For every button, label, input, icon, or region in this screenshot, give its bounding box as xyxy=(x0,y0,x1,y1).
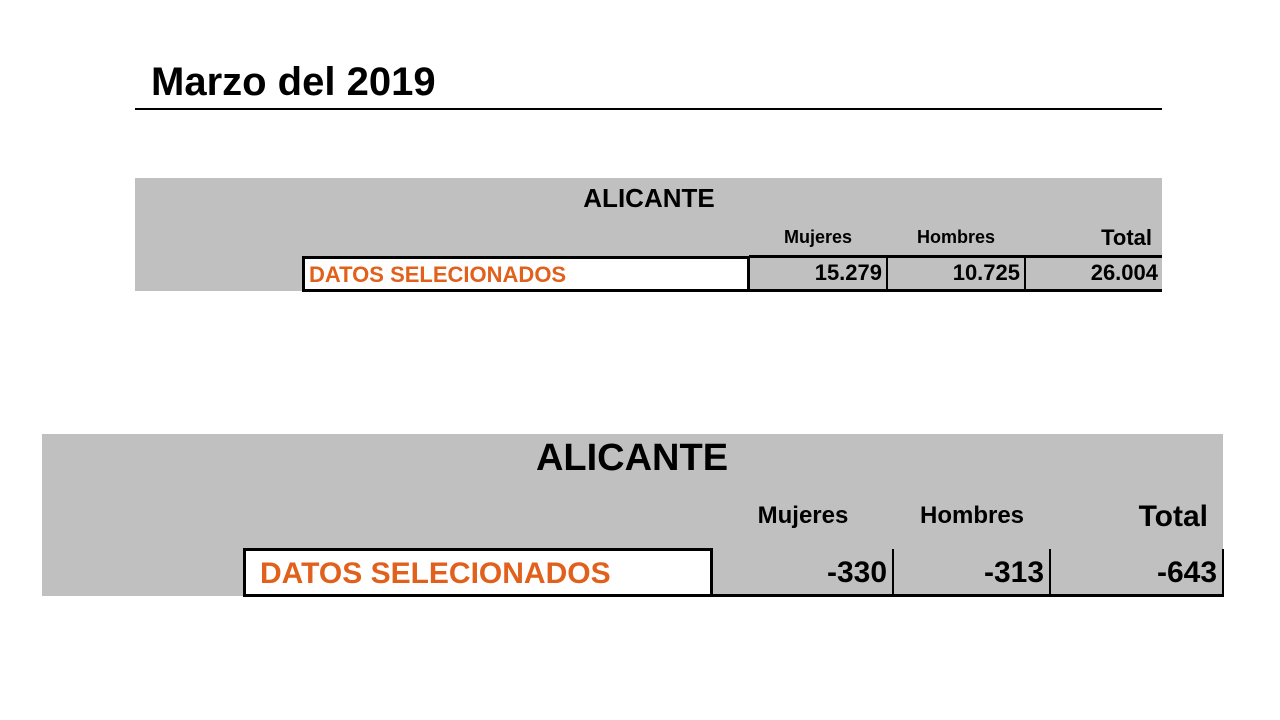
column-header-total: Total xyxy=(1101,225,1152,250)
region-heading: ALICANTE xyxy=(535,437,729,479)
value-total: 26.004 xyxy=(1090,260,1158,285)
column-header-men: Hombres xyxy=(916,227,996,247)
row-bottom-border xyxy=(712,594,1224,597)
value-men: 10.725 xyxy=(952,260,1020,285)
cell-divider xyxy=(892,549,894,596)
value-men: -313 xyxy=(983,556,1044,589)
value-total: -643 xyxy=(1156,556,1217,589)
table-row-background xyxy=(42,549,244,596)
cell-divider xyxy=(1024,256,1026,291)
row-label-selected-data: DATOS SELECIONADOS xyxy=(302,256,750,292)
region-heading: ALICANTE xyxy=(583,183,715,213)
cell-divider xyxy=(1222,549,1224,596)
column-header-total: Total xyxy=(1138,500,1208,533)
cell-divider xyxy=(886,256,888,291)
value-women: -330 xyxy=(826,556,887,589)
row-label-selected-data: DATOS SELECIONADOS xyxy=(243,548,713,597)
cell-divider xyxy=(1049,549,1051,596)
table-row-background xyxy=(135,256,302,291)
column-header-women: Mujeres xyxy=(757,502,849,529)
column-header-women: Mujeres xyxy=(783,227,853,247)
title-divider xyxy=(135,108,1162,110)
column-header-men: Hombres xyxy=(919,502,1025,529)
row-top-border xyxy=(749,255,1162,258)
row-bottom-border xyxy=(749,289,1162,292)
value-women: 15.279 xyxy=(814,260,882,285)
page-title: Marzo del 2019 xyxy=(151,60,436,104)
